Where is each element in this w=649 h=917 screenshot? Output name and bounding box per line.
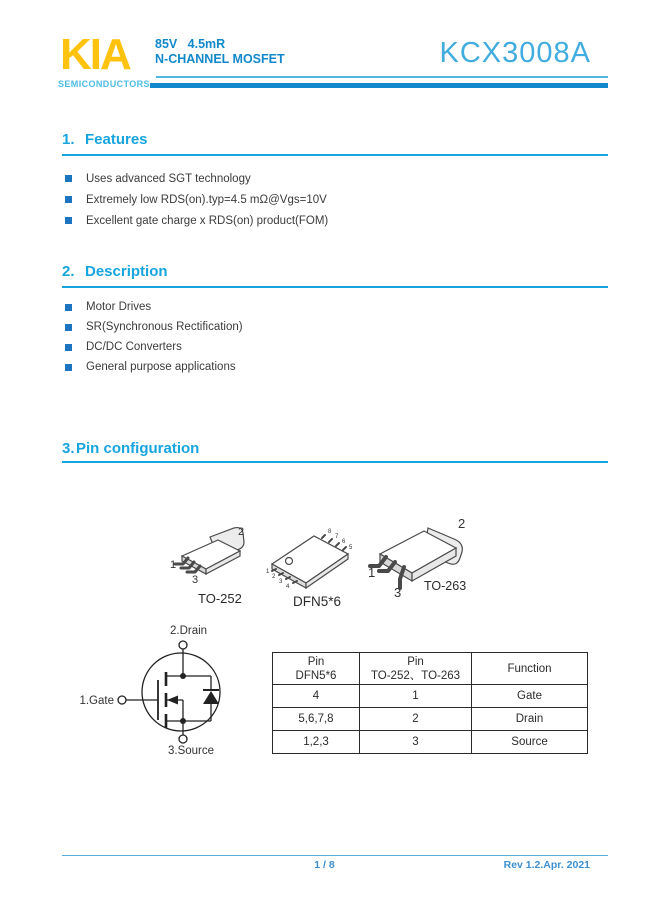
to252-pin1-label: 1 [170,559,177,571]
cell-function: Drain [472,708,588,731]
table-row [273,685,588,708]
to252-pin3-label: 3 [192,574,199,586]
list-item [65,210,328,231]
dfn56-pin7-label: 7 [335,534,339,540]
cell-to-pin: 3 [360,731,472,754]
rating-line: 85V 4.5mR [155,37,226,51]
to252-package-drawing [168,521,252,589]
bullet-square-icon [65,324,72,331]
feature-text: Excellent gate charge x RDS(on) product(FOM) [86,214,329,227]
description-text: DC/DC Converters [86,341,182,353]
feature-text: Extremely low RDS(on).typ=4.5 mΩ@Vgs=10V [86,193,327,206]
description-text: General purpose applications [86,361,236,373]
cell-dfn-pin: 4 [273,685,360,708]
dfn56-pin3-label: 3 [279,579,283,585]
cell-function: Gate [472,685,588,708]
list-item [65,317,243,337]
bullet-square-icon [65,217,72,224]
dfn56-pin4-label: 4 [286,584,290,590]
gate-label: 1.Gate [79,695,114,707]
features-rule [62,154,608,156]
to263-caption: TO-263 [424,579,467,593]
list-item [65,357,243,377]
bullet-square-icon [65,364,72,371]
list-item [65,337,243,357]
bullet-square-icon [65,344,72,351]
pin-table-header-dfn [273,653,360,685]
dfn56-caption: DFN5*6 [293,594,342,609]
bullet-square-icon [65,196,72,203]
dfn56-pin1-label: 1 [266,569,270,575]
description-text: SR(Synchronous Rectification) [86,321,243,333]
to252-caption: TO-252 [198,591,242,606]
description-list [65,297,243,377]
pin-configuration-number: 3. [62,440,75,457]
dfn56-package-drawing [262,524,356,594]
header-thin-rule [156,76,608,78]
pin-configuration-heading [62,440,199,457]
cell-function: Source [472,731,588,754]
cell-to-pin: 1 [360,685,472,708]
header-line: TO-252、TO-263 [370,669,461,682]
features-heading [62,131,148,148]
to263-pin1-label: 1 [368,565,376,580]
dfn56-pin2-label: 2 [272,574,276,580]
features-title: Features [85,131,148,148]
pin-table-header-to [360,653,472,685]
pin-table-header-row [273,653,588,685]
description-text: Motor Drives [86,301,152,313]
drain-label: 2.Drain [170,625,208,637]
description-heading [62,263,168,280]
list-item [65,189,328,210]
source-label: 3.Source [168,745,215,757]
cell-dfn-pin: 1,2,3 [273,731,360,754]
to263-pin2-label: 2 [458,516,466,531]
part-number: KCX3008A [439,37,591,69]
pin-table [272,652,588,754]
to252-pin2-label: 2 [238,526,245,538]
description-title: Description [85,263,168,280]
kia-logo: KIA [60,30,130,79]
bullet-square-icon [65,304,72,311]
revision-label: Rev 1.2.Apr. 2021 [503,859,590,871]
header-thick-rule [150,83,608,88]
features-list [65,168,328,231]
table-row [273,731,588,754]
to263-pin3-label: 3 [394,585,402,600]
list-item [65,168,328,189]
list-item [65,297,243,317]
description-number: 2. [62,263,75,280]
page-number: 1 / 8 [314,859,335,871]
footer-rule [62,855,608,856]
header-line: Pin [307,655,325,668]
dfn56-pin5-label: 5 [349,545,353,551]
features-number: 1. [62,131,75,148]
description-rule [62,286,608,288]
cell-to-pin: 2 [360,708,472,731]
bullet-square-icon [65,175,72,182]
pin-configuration-rule [62,461,608,463]
dfn56-pin8-label: 8 [328,529,332,535]
dfn56-pin6-label: 6 [342,539,346,545]
table-row [273,708,588,731]
pin-configuration-title: Pin configuration [76,440,200,457]
device-subtitle [155,37,285,67]
pin-table-header-function: Function [472,653,588,685]
feature-text: Uses advanced SGT technology [86,172,251,185]
type-line: N-CHANNEL MOSFET [155,52,285,66]
header-line: Pin [407,655,424,668]
header-line: DFN5*6 [295,669,337,682]
cell-dfn-pin: 5,6,7,8 [273,708,360,731]
logo-subtext: SEMICONDUCTORS [58,79,150,89]
